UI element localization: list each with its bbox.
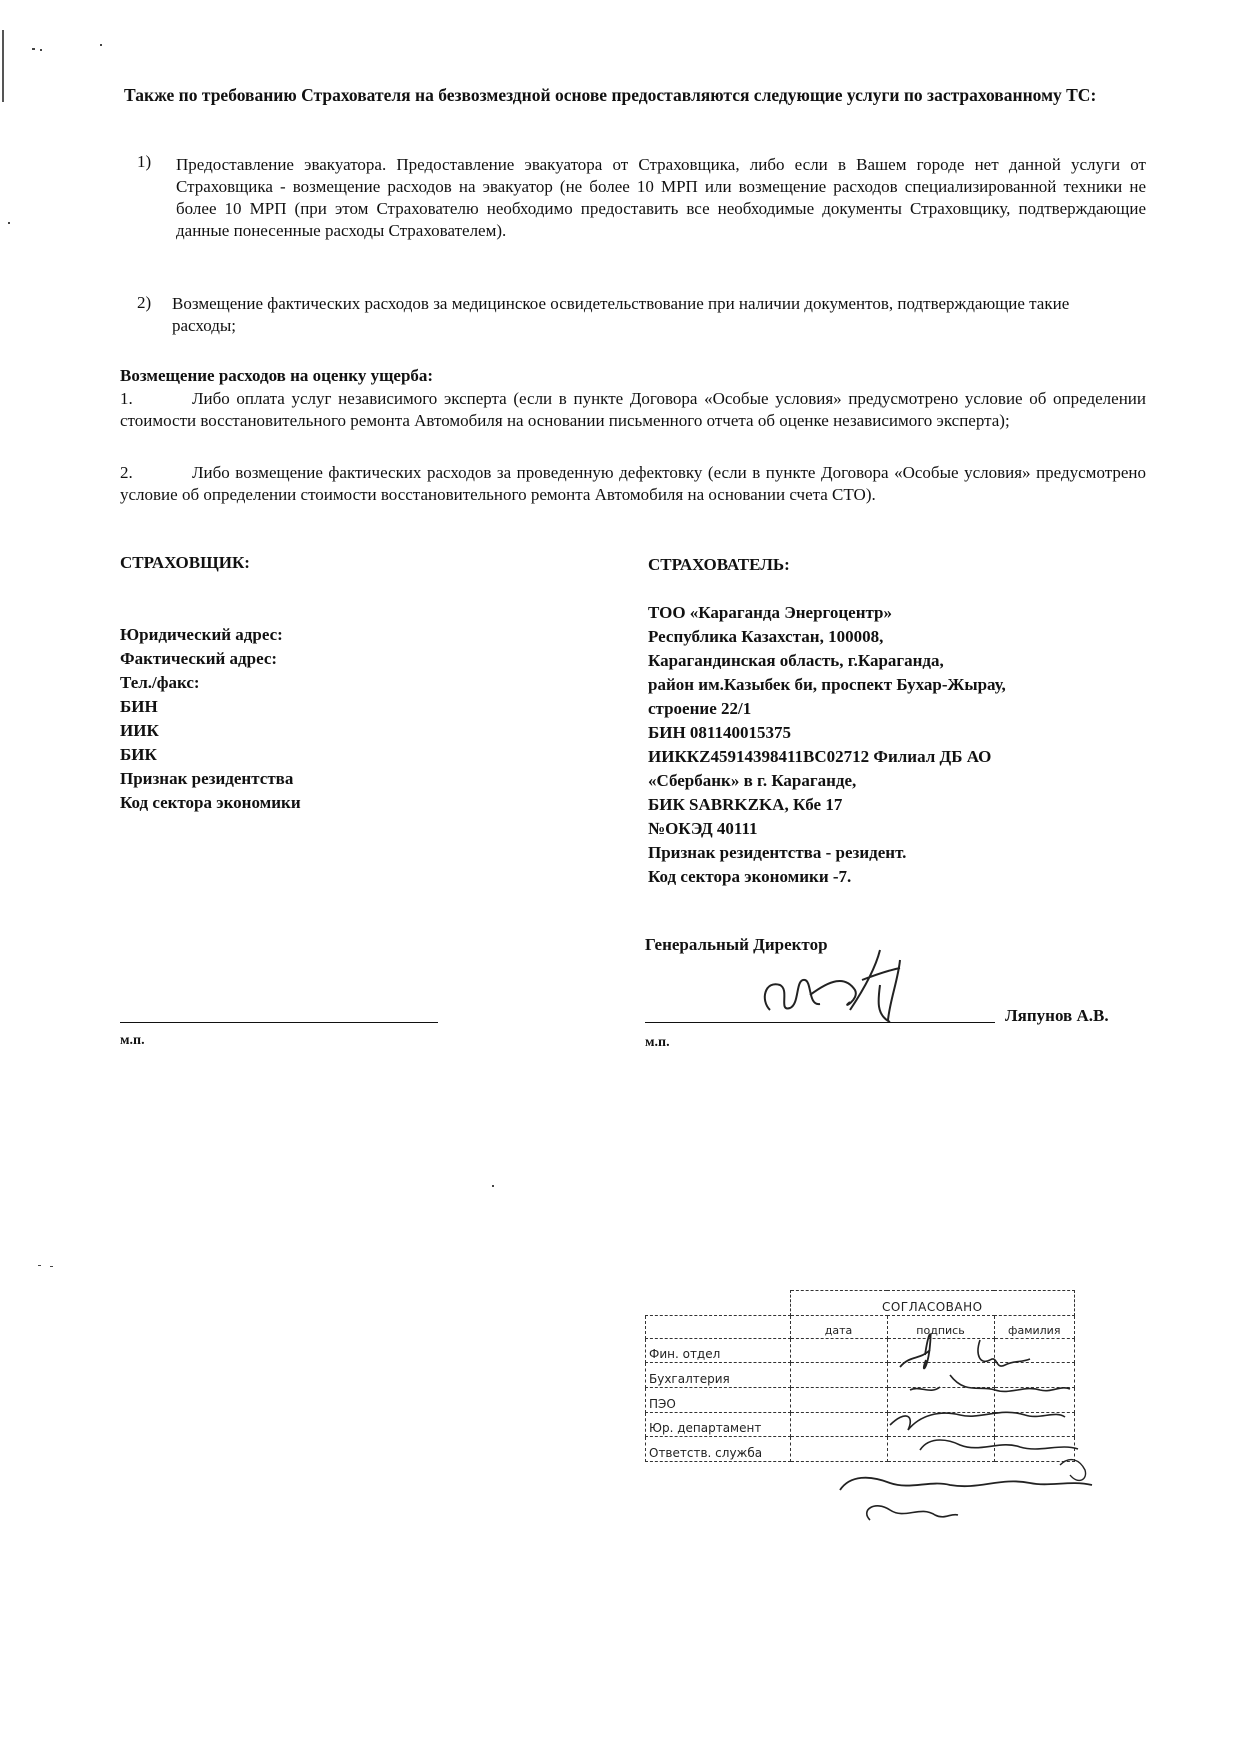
insured-line: Республика Казахстан, 100008, — [648, 627, 884, 646]
director-name: Ляпунов А.В. — [1005, 1006, 1109, 1025]
insured-details — [648, 601, 1006, 889]
intro-text: Также по требованию Страхователя на безвозмездной основе предоставляются следующие услуги по застрахованному ТС: — [124, 85, 1097, 105]
stamp-column-surname: фамилия — [994, 1315, 1075, 1338]
insured-line: Карагандинская область, г.Караганда, — [648, 651, 944, 670]
insurer-signature-line — [120, 1022, 438, 1023]
insured-line: Признак резидентства - резидент. — [648, 843, 907, 862]
insured-line: строение 22/1 — [648, 699, 752, 718]
damage-heading: Возмещение расходов на оценку ущерба: — [120, 366, 434, 385]
damage-item-number: 2. — [120, 463, 133, 482]
insured-seal-mark: м.п. — [645, 1035, 670, 1050]
damage-item — [120, 462, 1146, 506]
damage-item-number: 1. — [120, 389, 133, 408]
service-number: 2) — [137, 293, 152, 312]
insured-line: БИН 081140015375 — [648, 723, 791, 742]
insurer-line: Код сектора экономики — [120, 793, 301, 812]
service-number: 1) — [137, 152, 152, 171]
insurer-line: ИИК — [120, 721, 159, 740]
service-text: Предоставление эвакуатора. Предоставление эвакуатора от Страховщика, либо если в Вашем городе нет данной услуги от Страховщика - возмещение расходов на эвакуатор (не более 10 МРП или возмещение расходов специализированной техники не более 10 МРП (при этом Страхователю необходимо предоставить все необходимые документы Страховщику, подтверждающие данные понесенные расходы Страхователем). — [176, 155, 1146, 240]
damage-item — [120, 388, 1146, 432]
insured-title: СТРАХОВАТЕЛЬ: — [648, 555, 790, 574]
insurer-details — [120, 623, 301, 815]
stamp-row-label: Юр. департамент — [646, 1412, 791, 1437]
insured-line: ИИККZ45914398411BC02712 Филиал ДБ АО — [648, 747, 992, 766]
stamp-column-signature: подпись — [887, 1315, 994, 1338]
insured-line: «Сбербанк» в г. Караганде, — [648, 771, 857, 790]
scan-mark — [32, 48, 35, 50]
insurer-line: Признак резидентства — [120, 769, 294, 788]
damage-item-text: Либо оплата услуг независимого эксперта (если в пункте Договора «Особые условия» предусмотрено условие об определении стоимости восстановительного ремонта Автомобиля на основании письменного отчета об оценке независимого эксперта); — [120, 389, 1146, 430]
insured-line: Код сектора экономики -7. — [648, 867, 852, 886]
insurer-seal-mark: м.п. — [120, 1033, 145, 1048]
insured-line: ТОО «Караганда Энергоцентр» — [648, 603, 893, 622]
scan-mark — [2, 30, 4, 102]
insurer-title: СТРАХОВЩИК: — [120, 553, 250, 572]
scan-mark — [40, 49, 42, 51]
stamp-row-label: ПЭО — [646, 1388, 791, 1413]
stamp-row-label: Фин. отдел — [646, 1338, 791, 1363]
insured-line: №ОКЭД 40111 — [648, 819, 758, 838]
stamp-column-date: дата — [790, 1315, 887, 1338]
insurer-line: Юридический адрес: — [120, 625, 283, 644]
scan-mark — [8, 222, 10, 224]
damage-item-text: Либо возмещение фактических расходов за проведенную дефектовку (если в пункте Договора «Особые условия» предусмотрено условие об определении стоимости восстановительного ремонта Автомобиля на основании счета СТО). — [120, 463, 1146, 504]
insurer-line: БИК — [120, 745, 157, 764]
scan-mark — [492, 1185, 494, 1187]
insurer-line: Фактический адрес: — [120, 649, 278, 668]
stamp-title: СОГЛАСОВАНО — [790, 1291, 1075, 1316]
stamp-row-label: Бухгалтерия — [646, 1363, 791, 1388]
service-text: Возмещение фактических расходов за медицинское освидетельствование при наличии документов, подтверждающие такие расходы; — [172, 294, 1070, 335]
scan-mark — [100, 44, 102, 46]
insurer-line: БИН — [120, 697, 158, 716]
insured-line: БИК SABRKZKA, Кбе 17 — [648, 795, 843, 814]
approval-signatures — [830, 1315, 1100, 1535]
insured-signature-line — [645, 1022, 995, 1023]
insurer-line: Тел./факс: — [120, 673, 200, 692]
insured-line: район им.Казыбек би, проспект Бухар-Жырау, — [648, 675, 1006, 694]
director-position: Генеральный Директор — [645, 935, 828, 954]
stamp-row-label: Ответств. служба — [646, 1437, 791, 1462]
scan-mark — [38, 1265, 41, 1266]
director-signature — [750, 940, 940, 1030]
scan-mark — [50, 1266, 53, 1267]
